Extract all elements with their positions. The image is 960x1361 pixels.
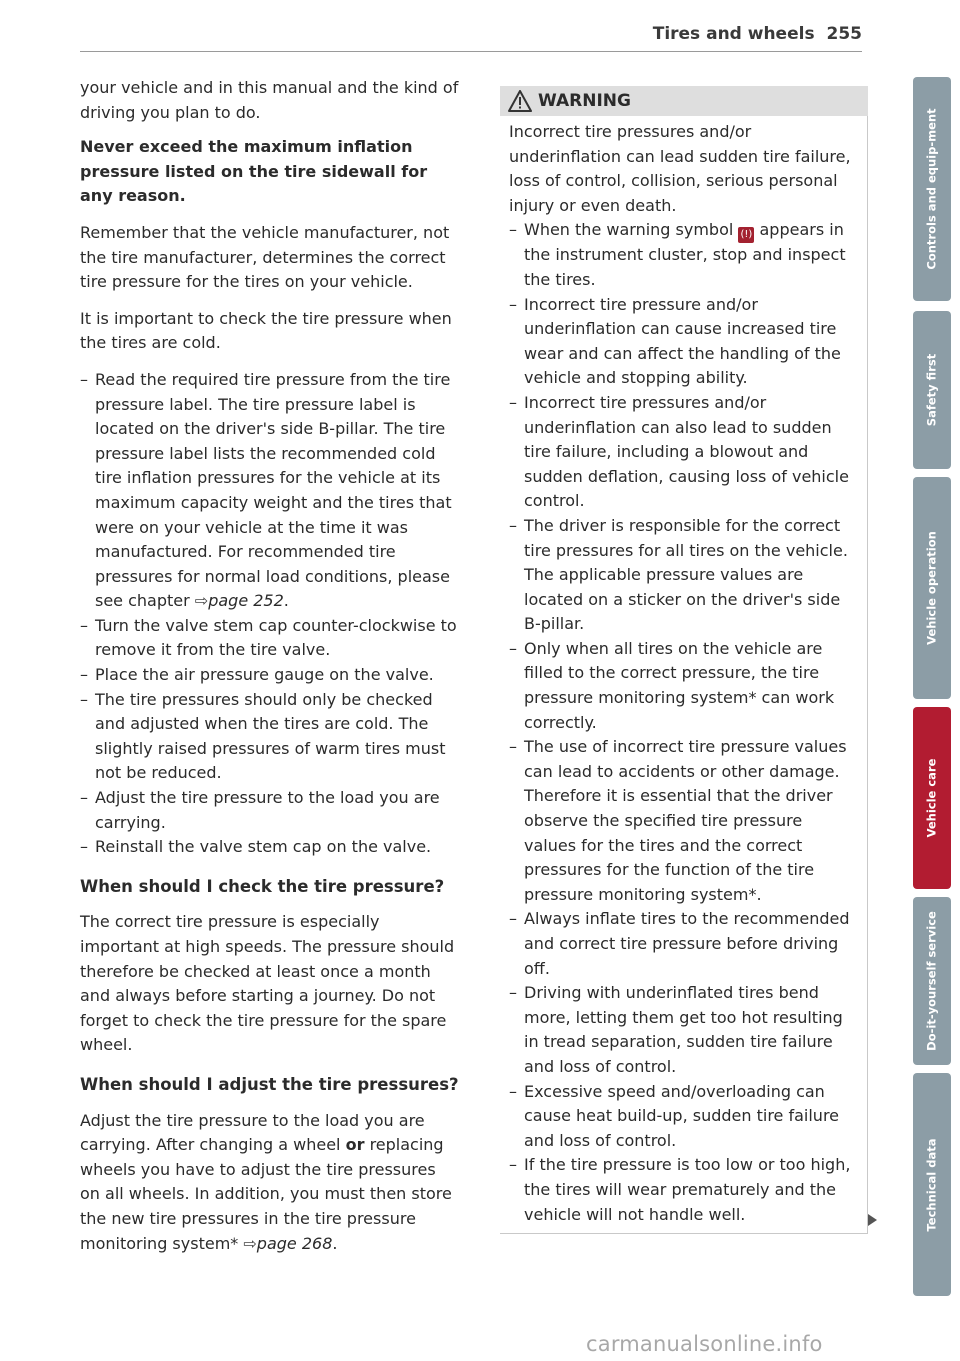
left-column	[80, 76, 460, 1256]
list-item: – Place the air pressure gauge on the valve.	[80, 663, 460, 688]
list-item: – When the warning symbol (!) appears in the instrument cluster, stop and inspect the tires.	[509, 218, 859, 292]
procedure-list	[80, 368, 460, 860]
list-item: – The tire pressures should only be checked and adjusted when the tires are cold. The slightly raised pressures of warm tires must not be reduced.	[80, 688, 460, 786]
tab-technical-data[interactable]: Technical data	[913, 1073, 951, 1296]
adjust-paragraph: Adjust the tire pressure to the load you are carrying. After changing a wheel or replacing wheels you have to adjust the tire pressures on all wheels. In addition, you must then store the new tire pressures in the tire pressure monitoring system* ⇨page 268.	[80, 1110, 452, 1253]
list-item: – Only when all tires on the vehicle are filled to the correct pressure, the tire pressure monitoring system* can work correctly.	[509, 637, 859, 735]
max-pressure-notice: Never exceed the maximum inflation pressure listed on the tire sidewall for any reason.	[80, 137, 428, 206]
tab-vehicle-operation[interactable]: Vehicle operation	[913, 477, 951, 699]
list-item: – Driving with underinflated tires bend more, letting them get too hot resulting in tread separation, sudden tire failure and loss of control.	[509, 981, 859, 1079]
page-number: 255	[826, 24, 862, 44]
continue-arrow-icon	[868, 1214, 877, 1226]
tire-pressure-warning-icon: (!)	[738, 227, 754, 243]
intro-text: your vehicle and in this manual and the kind of driving you plan to do.	[80, 78, 459, 122]
list-item: – Turn the valve stem cap counter-clockwise to remove it from the tire valve.	[80, 614, 460, 663]
list-item: – If the tire pressure is too low or too high, the tires will wear prematurely and the vehicle will not handle well.	[509, 1153, 859, 1227]
cold-paragraph: It is important to check the tire pressure when the tires are cold.	[80, 308, 452, 353]
heading-adjust-pressure: When should I adjust the tire pressures?	[80, 1074, 459, 1094]
list-item: – Read the required tire pressure from the tire pressure label. The tire pressure label is located on the driver's side B-pillar. The tire pressure label lists the recommended cold tire inflation pressures for the vehicle at its maximum capacity weight and the tires that were on your vehicle at the time it was manufactured. For recommended tire pressures for normal load conditions, please see chapter ⇨page 252.	[80, 368, 460, 614]
warning-triangle-icon	[508, 90, 532, 112]
list-item: – The driver is responsible for the correct tire pressures for all tires on the vehicle. The applicable pressure values are located on a sticker on the driver's side B-pillar.	[509, 514, 859, 637]
heading-check-pressure: When should I check the tire pressure?	[80, 876, 445, 896]
list-item: – Adjust the tire pressure to the load you are carrying.	[80, 786, 460, 835]
list-item: – Reinstall the valve stem cap on the valve.	[80, 835, 460, 860]
list-item: – Incorrect tire pressure and/or underinflation can cause increased tire wear and can affect the handling of the vehicle and stopping ability.	[509, 293, 859, 391]
remember-paragraph: Remember that the vehicle manufacturer, not the tire manufacturer, determines the correct tire pressure for the tires on your vehicle.	[80, 222, 450, 292]
list-item: – Incorrect tire pressures and/or underinflation can also lead to sudden tire failure, including a blowout and sudden deflation, causing loss of vehicle control.	[509, 391, 859, 514]
watermark: carmanualsonline.info	[586, 1332, 823, 1356]
warning-title: WARNING	[538, 91, 631, 111]
tab-controls[interactable]: Controls and equip-ment	[913, 77, 951, 301]
step-read: Read the required tire pressure from the tire pressure label. The tire pressure label is located on the driver's side B-pillar. The tire pressure label lists the recommended cold tire inflation pressures for the vehicle at its maximum capacity weight and the tires that were on your vehicle at the time it was manufactured. For recommended tire pressures for normal load conditions, please see chapter	[95, 369, 452, 611]
page-link[interactable]: ⇨page 252	[194, 591, 284, 611]
warning-intro: Incorrect tire pressures and/or underinflation can lead sudden tire failure, loss of control, collision, serious personal injury or even death.	[509, 122, 851, 215]
page-header	[653, 24, 862, 44]
warning-body	[509, 120, 859, 1227]
page-link[interactable]: ⇨page 268	[243, 1233, 333, 1253]
arrow-right-icon: ⇨	[243, 1233, 257, 1253]
list-item: – The use of incorrect tire pressure values can lead to accidents or other damage. Therefore it is essential that the driver observe the specified tire pressure values for the tires and the correct pressures for the function of the tire pressure monitoring system*.	[509, 735, 859, 907]
tab-vehicle-care[interactable]: Vehicle care	[913, 707, 951, 889]
arrow-right-icon: ⇨	[194, 591, 209, 611]
list-item: – Excessive speed and/overloading can cause heat build-up, sudden tire failure and loss of control.	[509, 1080, 859, 1154]
tab-safety[interactable]: Safety first	[913, 311, 951, 469]
section-title: Tires and wheels	[652, 24, 815, 44]
header-rule	[80, 51, 862, 52]
tab-do-it-yourself[interactable]: Do-it-yourself service	[913, 897, 951, 1065]
list-item: – Always inflate tires to the recommended and correct tire pressure before driving off.	[509, 907, 859, 981]
check-paragraph: The correct tire pressure is especially important at high speeds. The pressure should therefore be checked at least once a month and always before starting a journey. Do not forget to check the tire pressure for the spare wheel.	[80, 912, 455, 1055]
